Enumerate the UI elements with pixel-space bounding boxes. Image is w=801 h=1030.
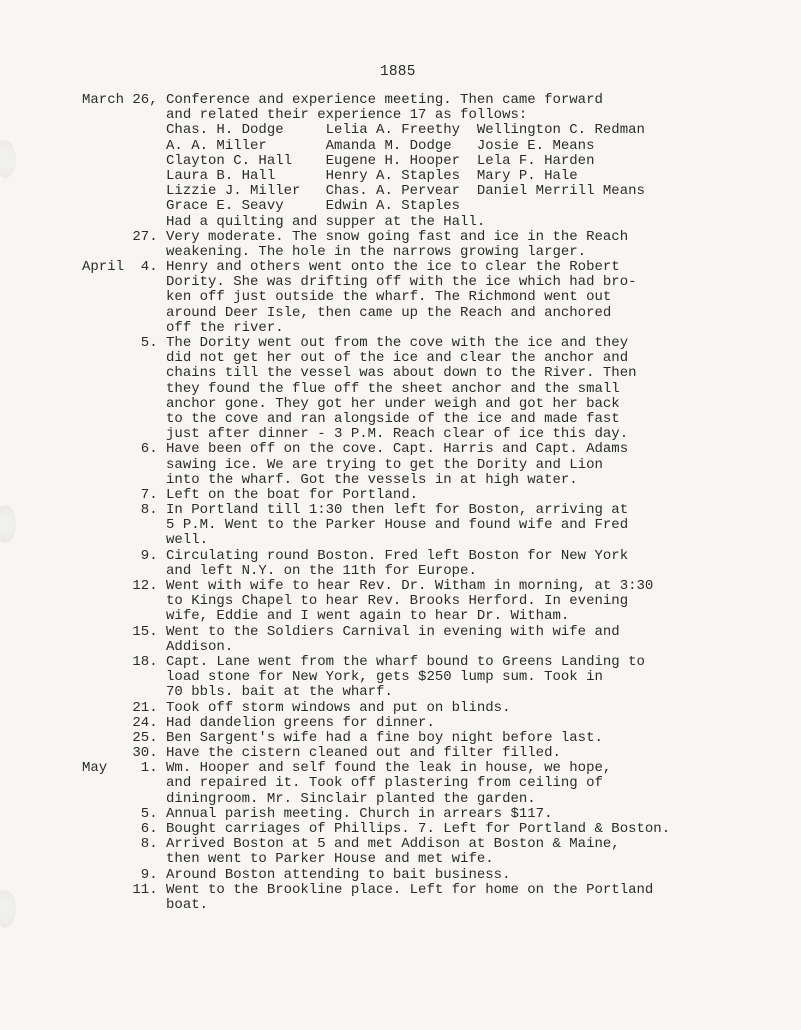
entry-line: May 1. Wm. Hooper and self found the leak in house, we hope,: [82, 760, 612, 777]
entry-line: 6. Bought carriages of Phillips. 7. Left for Portland & Boston.: [82, 821, 671, 837]
entry-line: 27. Very moderate. The snow going fast and ice in the Reach: [82, 228, 629, 245]
diary-entry: [82, 503, 782, 549]
entry-line: around Deer Isle, then came up the Reach and anchored: [82, 304, 612, 321]
diary-entry: [82, 837, 782, 867]
entry-line: 9. Circulating round Boston. Fred left Boston for New York: [82, 547, 629, 564]
entry-line: then went to Parker House and met wife.: [82, 851, 494, 868]
entry-line: wife, Eddie and I went again to hear Dr. Witham.: [82, 608, 570, 625]
entry-line: and left N.Y. on the 11th for Europe.: [82, 562, 477, 579]
entry-line: March 26, Conference and experience meeting. Then came forward: [82, 92, 603, 108]
diary-entry: [82, 260, 782, 336]
diary-entry: [82, 807, 782, 822]
entry-line: Laura B. Hall Henry A. Staples Mary P. Hale: [82, 167, 578, 184]
diary-entry: [82, 746, 782, 761]
diary-entry: [82, 579, 782, 625]
entry-line: A. A. Miller Amanda M. Dodge Josie E. Means: [82, 137, 595, 154]
entry-line: Grace E. Seavy Edwin A. Staples: [82, 198, 461, 215]
page-year: 1885: [380, 64, 416, 80]
entry-line: just after dinner - 3 P.M. Reach clear of ice this day.: [82, 426, 629, 443]
entry-line: chains till the vessel was about down to the River. Then: [82, 365, 637, 382]
diary-entry: [82, 230, 782, 260]
entry-line: April 4. Henry and others went onto the ice to clear the Robert: [82, 259, 620, 276]
entry-line: 8. Arrived Boston at 5 and met Addison at Boston & Maine,: [82, 836, 620, 853]
diary-entry: [82, 488, 782, 503]
entry-line: well.: [82, 532, 209, 549]
diary-entry: [82, 625, 782, 655]
entry-line: 6. Have been off on the cove. Capt. Harris and Capt. Adams: [82, 441, 629, 458]
diary-entry: [82, 761, 782, 807]
diary-entry: [82, 549, 782, 579]
diary-entry: [82, 716, 782, 731]
diary-entry: [82, 868, 782, 883]
entry-line: to Kings Chapel to hear Rev. Brooks Herford. In evening: [82, 593, 629, 610]
entry-line: Had a quilting and supper at the Hall.: [82, 213, 486, 230]
diary-entry: [82, 731, 782, 746]
entry-line: they found the flue off the sheet anchor and the small: [82, 380, 620, 397]
entry-line: Clayton C. Hall Eugene H. Hooper Lela F. Harden: [82, 152, 595, 169]
entry-line: 5 P.M. Went to the Parker House and found wife and Fred: [82, 517, 629, 534]
entry-line: 21. Took off storm windows and put on blinds.: [82, 699, 511, 716]
punch-hole: [0, 140, 16, 178]
entry-line: sawing ice. We are trying to get the Dority and Lion: [82, 456, 603, 473]
diary-entry: [82, 883, 782, 913]
entry-line: 11. Went to the Brookline place. Left for home on the Portland: [82, 881, 654, 898]
entry-line: off the river.: [82, 319, 284, 336]
entry-line: Chas. H. Dodge Lelia A. Freethy Wellington C. Redman: [82, 122, 645, 139]
punch-hole: [0, 505, 16, 543]
entry-line: weakening. The hole in the narrows growing larger.: [82, 243, 587, 260]
diary-entries: [82, 93, 782, 913]
entry-line: 18. Capt. Lane went from the wharf bound to Greens Landing to: [82, 653, 645, 670]
entry-line: and repaired it. Took off plastering from ceiling of: [82, 775, 603, 792]
diary-entry: [82, 93, 782, 230]
entry-line: Addison.: [82, 638, 234, 655]
entry-line: 9. Around Boston attending to bait business.: [82, 866, 511, 883]
diary-entry: [82, 822, 782, 837]
entry-line: into the wharf. Got the vessels in at high water.: [82, 471, 578, 488]
entry-line: boat.: [82, 896, 209, 913]
entry-line: and related their experience 17 as follows:: [82, 107, 528, 124]
entry-line: 24. Had dandelion greens for dinner.: [82, 714, 435, 731]
entry-line: diningroom. Mr. Sinclair planted the garden.: [82, 790, 536, 807]
entry-line: to the cove and ran alongside of the ice and made fast: [82, 410, 620, 427]
diary-entry: [82, 442, 782, 488]
entry-line: 8. In Portland till 1:30 then left for Boston, arriving at: [82, 502, 629, 519]
entry-line: 7. Left on the boat for Portland.: [82, 486, 419, 503]
entry-line: load stone for New York, gets $250 lump sum. Took in: [82, 669, 603, 686]
entry-line: did not get her out of the ice and clear the anchor and: [82, 350, 629, 367]
entry-line: 5. The Dority went out from the cove with the ice and they: [82, 335, 629, 351]
diary-entry: [82, 336, 782, 442]
punch-hole: [0, 890, 16, 928]
entry-line: Lizzie J. Miller Chas. A. Pervear Daniel Merrill Means: [82, 183, 645, 200]
diary-entry: [82, 701, 782, 716]
entry-line: 70 bbls. bait at the wharf.: [82, 684, 393, 701]
entry-line: ken off just outside the wharf. The Richmond went out: [82, 289, 612, 306]
diary-entry: [82, 655, 782, 701]
entry-line: 15. Went to the Soldiers Carnival in evening with wife and: [82, 623, 620, 640]
entry-line: 12. Went with wife to hear Rev. Dr. Witham in morning, at 3:30: [82, 578, 654, 594]
entry-line: 30. Have the cistern cleaned out and filter filled.: [82, 745, 561, 762]
entry-line: anchor gone. They got her under weigh and got her back: [82, 395, 620, 412]
entry-line: 25. Ben Sargent's wife had a fine boy night before last.: [82, 729, 603, 746]
entry-line: 5. Annual parish meeting. Church in arrears $117.: [82, 805, 553, 822]
entry-line: Dority. She was drifting off with the ice which had bro-: [82, 274, 637, 291]
